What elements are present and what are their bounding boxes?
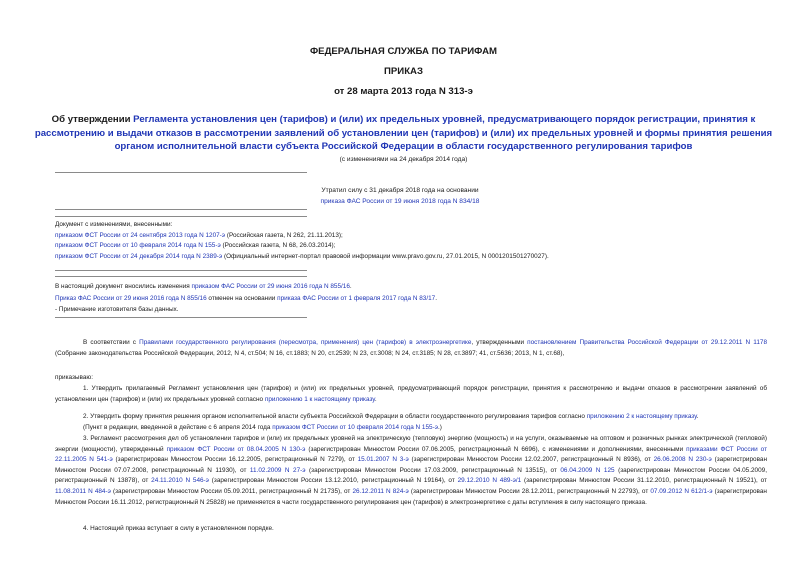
title-prefix: Об утверждении bbox=[51, 114, 134, 125]
order-3-link[interactable]: 15.01.2007 N 3-э bbox=[357, 456, 409, 464]
order-546-link[interactable]: 24.11.2010 N 546-э bbox=[151, 477, 209, 485]
editorial-link-83[interactable]: приказа ФАС России от 1 февраля 2017 года N 83/17 bbox=[277, 294, 436, 302]
divider bbox=[55, 216, 307, 217]
list-item bbox=[55, 241, 775, 252]
paragraph-1: 1. Утвердить прилагаемый Регламент установления цен (тарифов) и (или) их предельных уровней, предусматривающий порядок регистрации, принятия к рассмотрению и выдачи отказов в рассмотрении заявлений об установлении цен (тарифов) и (или) их предельных уровней согласно приложению 1 к настоящему приказу. bbox=[55, 385, 767, 403]
amendment-tail-2: (Российская газета, N 68, 26.03.2014); bbox=[220, 242, 336, 250]
amendments-list bbox=[55, 220, 775, 262]
editorial-note bbox=[55, 281, 775, 316]
order-125-link[interactable]: 06.04.2009 N 125 bbox=[560, 466, 615, 474]
order-130-link[interactable]: приказом ФСТ России от 08.04.2005 N 130-э bbox=[166, 445, 306, 453]
amendment-tail-1: (Российская газета, N 262, 21.11.2013); bbox=[225, 231, 343, 239]
editorial-line-1: В настоящий документ вносились изменения приказом ФАС России от 29 июня 2016 года N 855/16. bbox=[55, 283, 352, 290]
editorial-link-855[interactable]: приказом ФАС России от 29 июня 2016 года N 855/16 bbox=[191, 283, 350, 290]
amendment-link-3[interactable]: приказом ФСТ России от 24 декабря 2014 года N 2389-э bbox=[55, 252, 223, 260]
rules-link[interactable]: Правилами государственного регулирования (пересмотра, применения) цен (тарифов) в электроэнергетике bbox=[139, 339, 472, 346]
amendment-tail-3: (Официальный интернет-портал правовой информации www.pravo.gov.ru, 27.01.2015, N 0001201501270027). bbox=[222, 252, 549, 260]
amendments-heading: Документ с изменениями, внесенными: bbox=[55, 221, 173, 228]
order-612-link[interactable]: 07.09.2012 N 612/1-э bbox=[650, 487, 713, 495]
title-regulation-link[interactable]: Регламента установления цен (тарифов) и (или) их предельных уровней, предусматривающего порядок регистрации, принятия к рассмотрению и выдачи отказов в рассмотрении заявлений об установлении цен (тарифов) и (или) их предельных уровней и формы принятия решения органом исполнительной власти субъекта Российской Федерации в области государственного регулирования тарифов bbox=[34, 114, 773, 152]
divider bbox=[55, 209, 307, 210]
divider bbox=[55, 276, 307, 277]
divider bbox=[55, 317, 307, 318]
document-title bbox=[30, 113, 777, 154]
doc-type-heading: ПРИКАЗ bbox=[384, 66, 423, 77]
paragraph-4: 4. Настоящий приказ вступает в силу в установленном порядке. bbox=[83, 525, 274, 532]
amendment-link-2[interactable]: приказом ФСТ России от 10 февраля 2014 года N 155-э bbox=[55, 242, 221, 250]
paragraph-2: 2. Утвердить форму принятия решения органом исполнительной власти субъекта Российской Федерации в области государственного регулирования тарифов согласно приложению 2 к настоящему приказу. bbox=[83, 413, 699, 420]
divider bbox=[55, 172, 307, 173]
paragraph-preamble: В соответствии с Правилами государственного регулирования (пересмотра, применения) цен (тарифов) в электроэнергетике, утвержденными постановлением Правительства Российской Федерации от 29.12.2011 N 1178 (Собрание законодательства Российской Федерации, 2012, N 4, ст.504; N 16, ст.1883; N 20, ст.2539; N 23, ст.3008; N 24, ст.3185; N 28, ст.3897; 41, ст.5636; 2013, N 1, ст.68), bbox=[55, 339, 767, 357]
list-item bbox=[55, 231, 775, 242]
editorial-line-3: - Примечание изготовителя базы данных. bbox=[55, 306, 179, 314]
lost-force-text: Утратил силу с 31 декабря 2018 года на основании bbox=[321, 187, 479, 194]
government-decree-link[interactable]: постановлением Правительства Российской Федерации от 29.12.2011 N 1178 bbox=[527, 339, 767, 346]
amendment-155-link[interactable]: приказом ФСТ России от 10 февраля 2014 года N 155-э bbox=[272, 424, 438, 431]
paragraph-2-note: (Пункт в редакции, введенной в действие с 6 апреля 2014 года приказом ФСТ России от 10 февраля 2014 года N 155-э.) bbox=[83, 424, 442, 431]
order-27-link[interactable]: 11.02.2009 N 27-э bbox=[249, 466, 306, 474]
agency-heading: ФЕДЕРАЛЬНАЯ СЛУЖБА ПО ТАРИФАМ bbox=[309, 46, 498, 57]
paragraph-order: приказываю: bbox=[55, 374, 93, 381]
divider bbox=[55, 270, 307, 271]
order-824-link[interactable]: 26.12.2011 N 824-э bbox=[352, 487, 409, 495]
order-489-link[interactable]: 29.12.2010 N 489-э/1 bbox=[457, 477, 522, 485]
date-number-heading: от 28 марта 2013 года N 313-э bbox=[334, 86, 473, 97]
changes-note: (с изменениями на 24 декабря 2014 года) bbox=[339, 156, 468, 163]
amendment-link-1[interactable]: приказом ФСТ России от 24 сентября 2013 года N 1207-э bbox=[55, 231, 226, 239]
list-item bbox=[55, 252, 775, 263]
editorial-link-855-cancelled[interactable]: Приказ ФАС России от 29 июня 2016 года N 855/16 bbox=[55, 294, 207, 302]
paragraph-3: 3. Регламент рассмотрения дел об установлении тарифов и (или) их предельных уровней на электрическую (тепловую) энергию (мощность) и на услуги, оказываемые на оптовом и розничных рынках электрической (тепловой) энергии (мощности), утвержденный приказом ФСТ России от 08.04.2005 N 130-э (зарегистрирован Минюстом России 07.06.2005, регистрационный N 6696), с изменениями и дополнениями, внесенными приказами ФСТ России от 22.11.2005 N 541-э (зарегистрирован Минюстом России 16.12.2005, регистрационный N 7279), от 15.01.2007 N 3-э (зарегистрирован Минюстом России 12.02.2007, регистрационный N 8936), от 26.06.2008 N 230-э (зарегистрирован Минюстом России 07.07.2008, регистрационный N 11930), от 11.02.2009 N 27-э (зарегистрирован Минюстом России 17.03.2009, регистрационный N 13515), от 06.04.2009 N 125 (зарегистрирован Минюстом России 04.05.2009, регистрационный N 13878), от 24.11.2010 N 546-э (зарегистрирован Минюстом России 13.12.2010, регистрационный N 19164), от 29.12.2010 N 489-э/1 (зарегистрирован Минюстом России 31.12.2010, регистрационный N 19521), от 11.08.2011 N 484-э (зарегистрирован Минюстом России 05.09.2011, регистрационный N 21735), от 26.12.2011 N 824-э (зарегистрирован Минюстом России 28.12.2011, регистрационный N 22793), от 07.09.2012 N 612/1-э (зарегистрирован Минюстом России 16.11.2012, регистрационный N 25828) не применяется в части государственного регулирования цен (тарифов) в электроэнергетике с даты вступления в силу настоящего приказа. bbox=[55, 435, 767, 506]
lost-force-link[interactable]: приказа ФАС России от 19 июня 2018 года N 834/18 bbox=[320, 198, 480, 205]
appendix-2-link[interactable]: приложению 2 к настоящему приказу bbox=[586, 413, 697, 420]
lost-force-note bbox=[280, 185, 520, 207]
appendix-1-link[interactable]: приложению 1 к настоящему приказу bbox=[264, 395, 375, 403]
order-541-link[interactable]: приказами ФСТ России от 22.11.2005 N 541-э bbox=[55, 445, 767, 464]
order-484-link[interactable]: 11.08.2011 N 484-э bbox=[55, 487, 111, 495]
editorial-line-2: Приказ ФАС России от 29 июня 2016 года N 855/16 отменен на основании приказа ФАС России от 1 февраля 2017 года N 83/17. bbox=[55, 294, 437, 302]
order-230-link[interactable]: 26.06.2008 N 230-э bbox=[653, 456, 712, 464]
